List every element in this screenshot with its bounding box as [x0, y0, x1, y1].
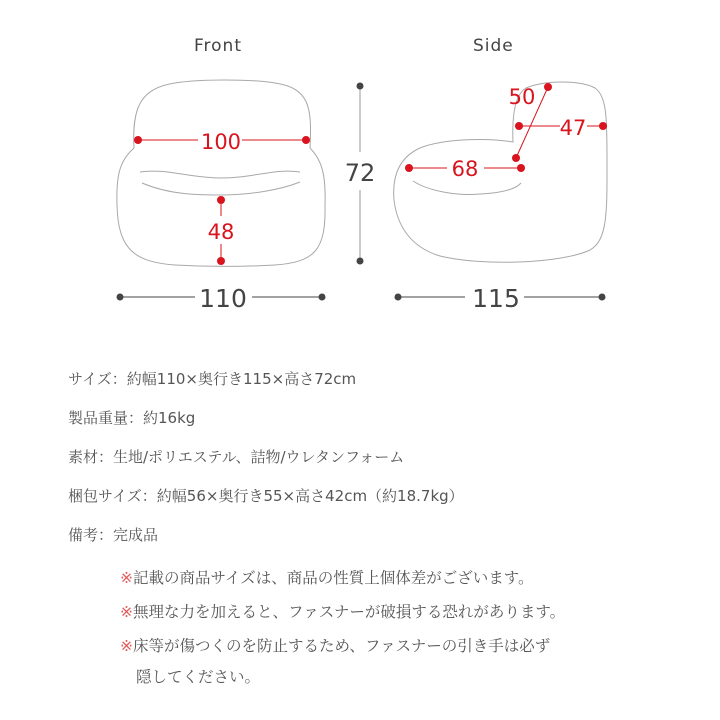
side-view-title: Side	[473, 36, 514, 56]
svg-text:50: 50	[508, 85, 536, 109]
overall-height-dimension	[345, 83, 376, 265]
note-item	[120, 566, 534, 588]
svg-text:115: 115	[472, 284, 520, 313]
front-view-title: Front	[194, 36, 242, 56]
svg-text:68: 68	[451, 157, 479, 181]
spec-package-size: 梱包サイズ：約幅56×奥行き55×高さ42cm（約18.7kg）	[68, 487, 464, 505]
note-text: 床等が傷つくのを防止するため、ファスナーの引き手は必ず	[133, 637, 551, 655]
side-backrest-height-dimension	[509, 83, 552, 162]
svg-text:110: 110	[199, 284, 247, 313]
front-seat-height-dimension	[208, 196, 235, 265]
svg-text:100: 100	[200, 130, 242, 154]
note-text: 隠してください。	[136, 668, 261, 686]
spec-material: 素材：生地/ポリエステル、詰物/ウレタンフォーム	[68, 448, 405, 466]
note-text: 記載の商品サイズは、商品の性質上個体差がございます。	[133, 569, 534, 587]
spec-size: サイズ：約幅110×奥行き115×高さ72cm	[68, 370, 357, 388]
spec-remarks: 備考：完成品	[68, 526, 159, 544]
front-overall-width-dimension	[117, 284, 326, 313]
note-item	[120, 600, 565, 622]
svg-text:48: 48	[207, 220, 235, 244]
side-seat-depth-dimension	[405, 157, 525, 181]
note-item-continuation	[136, 665, 260, 687]
note-text: 無理な力を加えると、ファスナーが破損する恐れがあります。	[133, 603, 566, 621]
dimension-diagram	[0, 0, 720, 330]
svg-text:47: 47	[559, 116, 587, 140]
side-view-outline	[394, 82, 607, 262]
side-backrest-depth-dimension	[515, 116, 607, 140]
front-inner-width-dimension	[134, 130, 310, 154]
note-asterisk-icon: ※	[120, 637, 133, 655]
side-overall-depth-dimension	[395, 284, 606, 313]
svg-text:72: 72	[344, 159, 376, 187]
spec-weight: 製品重量：約16kg	[68, 409, 196, 427]
note-asterisk-icon: ※	[120, 569, 133, 587]
note-item	[120, 634, 550, 656]
note-asterisk-icon: ※	[120, 603, 133, 621]
